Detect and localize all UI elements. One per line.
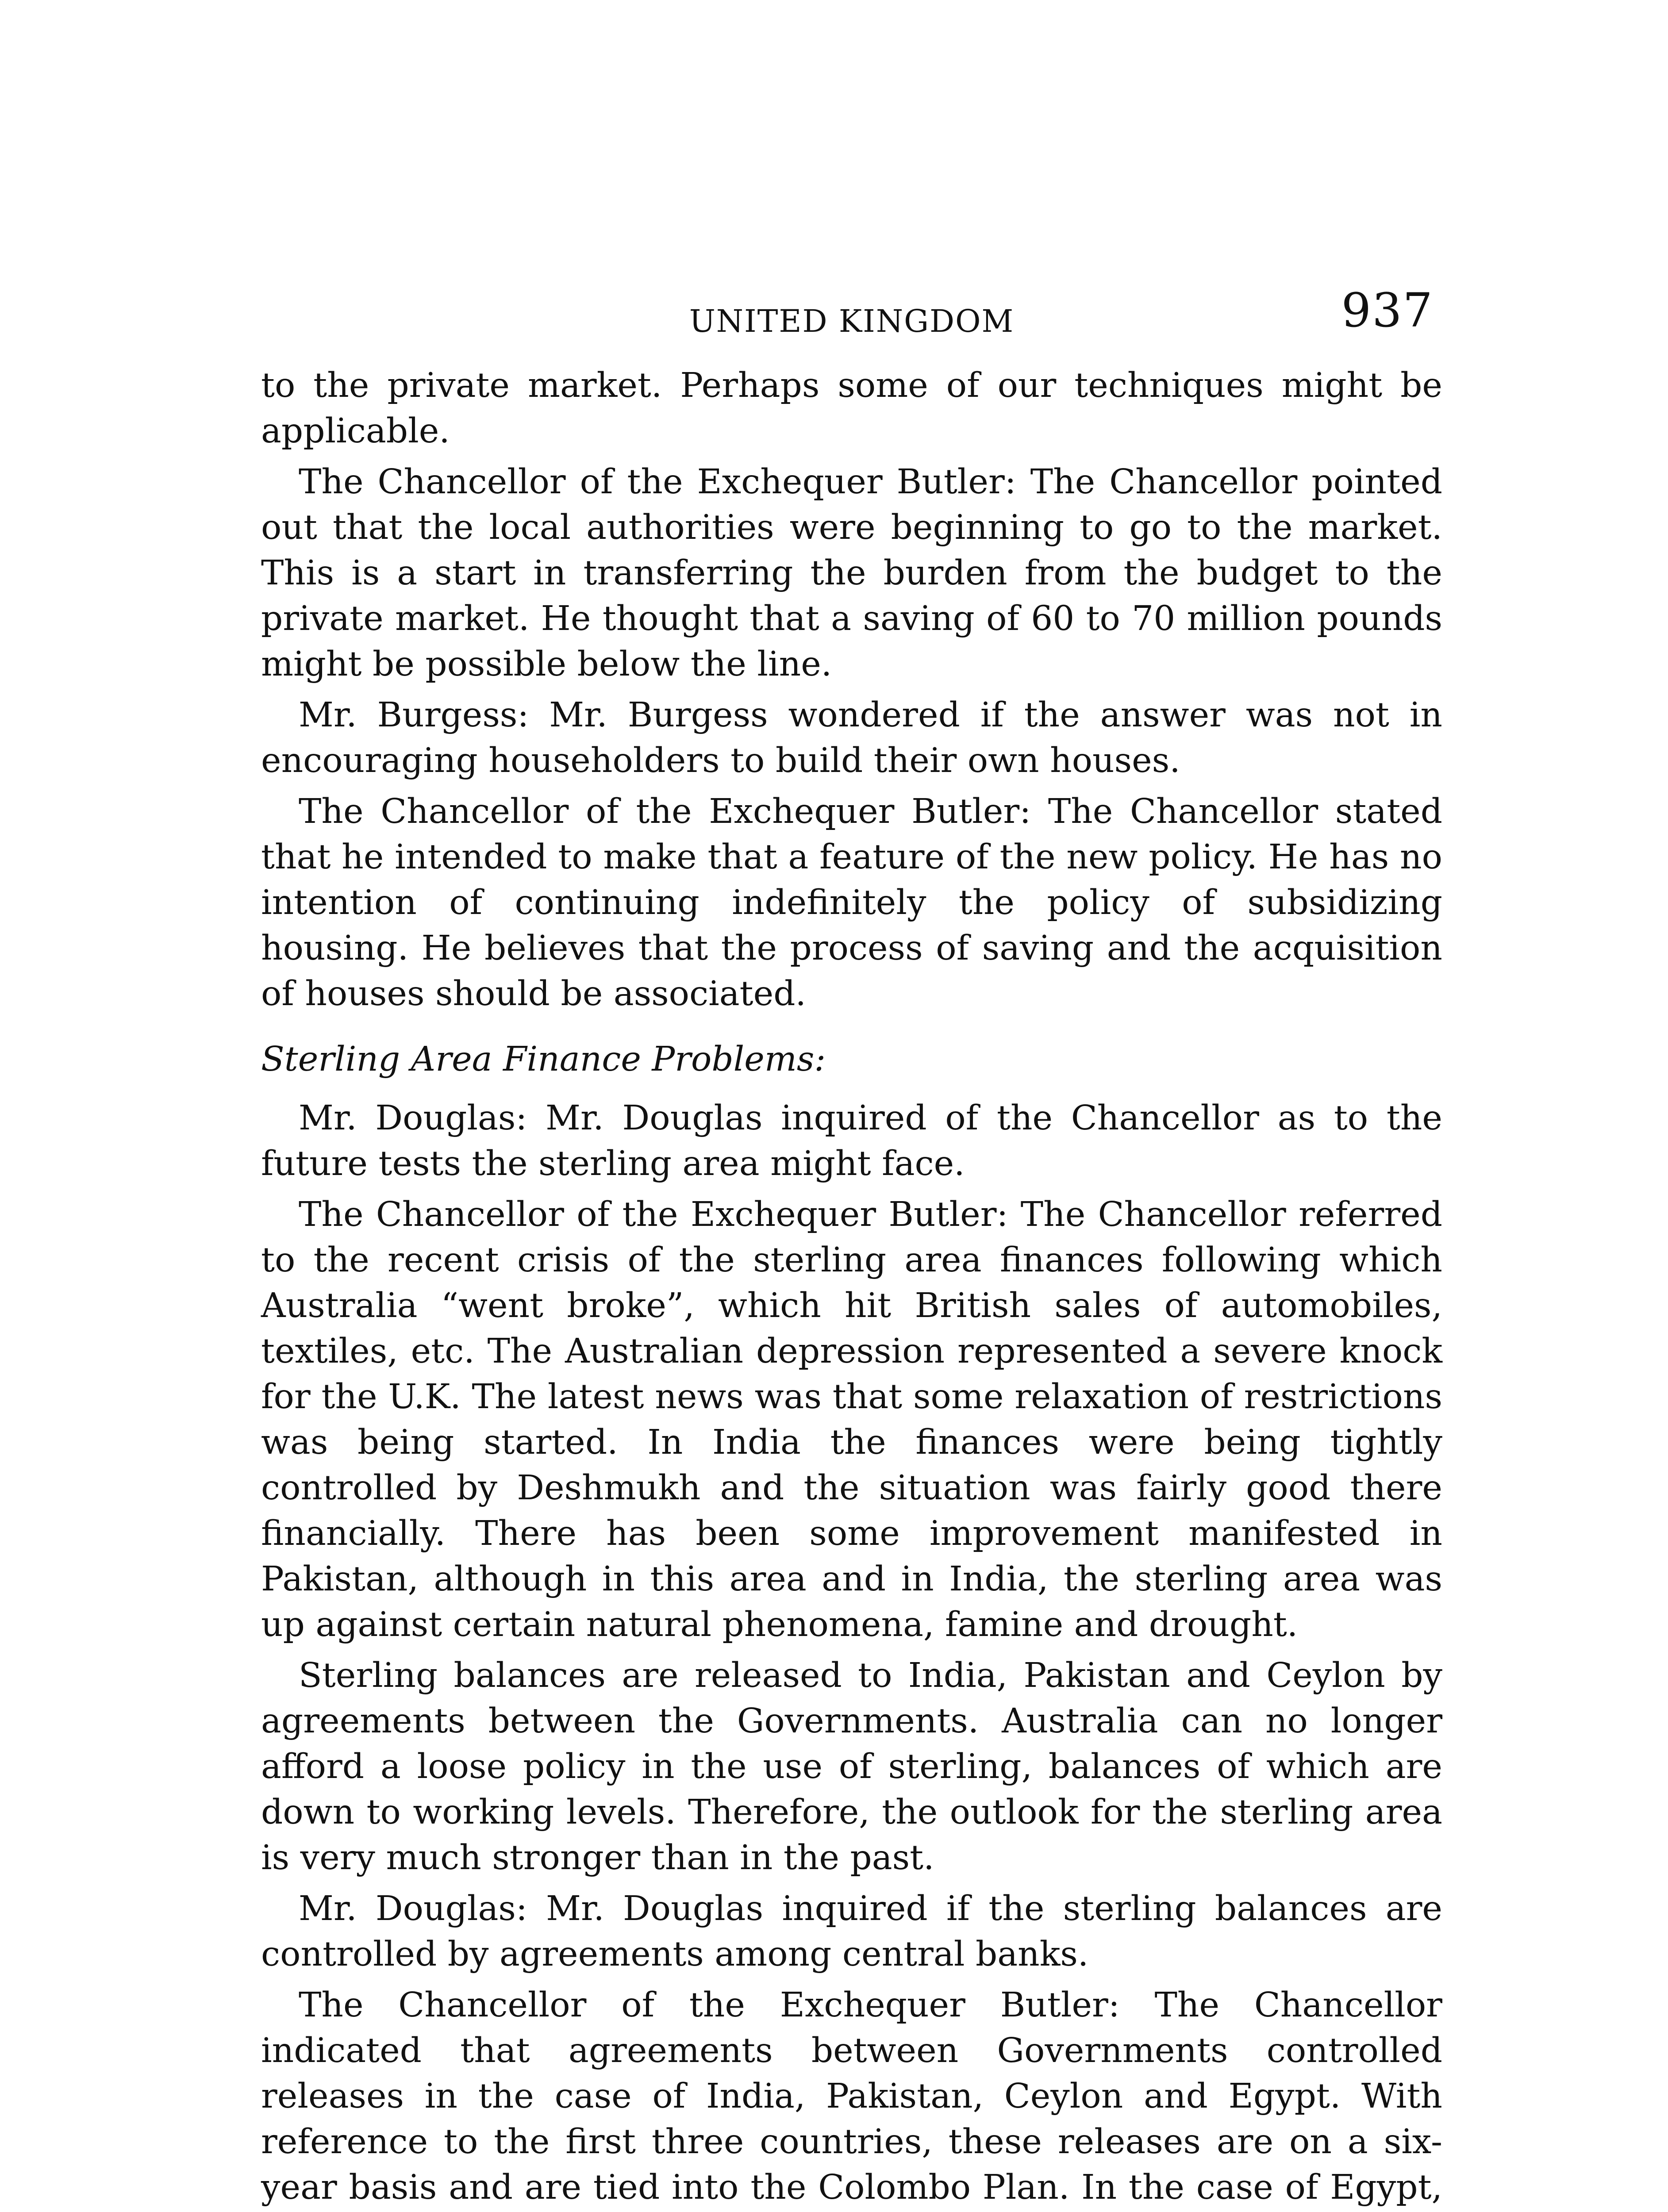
running-title: UNITED KINGDOM [689,303,1015,339]
body-text [261,363,1442,2212]
paragraph-douglas-central-banks: Mr. Douglas: Mr. Douglas inquired if the sterling balances are controlled by agreements among central banks. [261,1889,1442,1974]
paragraph-chancellor-sterling-crisis: The Chancellor of the Exchequer Butler: The Chancellor referred to the recent crisis of the sterling area finances following which Australia “went broke”, which hit British sales of automobiles, textiles, etc. The Australian depression represented a severe knock for the U.K. The latest news was that some relaxation of restrictions was being started. In India the finances were being tightly controlled by Deshmukh and the situation was fairly good there financially. There has been some improvement manifested in Pakistan, although in this area and in India, the sterling area was up against certain natural phenomena, famine and drought. [261,1195,1442,1644]
paragraph-chancellor-housing-policy: The Chancellor of the Exchequer Butler: The Chancellor stated that he intended to make that a feature of the new policy. He has no intention of continuing indefinitely the policy of subsidizing housing. He believes that the process of saving and the acquisition of houses should be associated. [261,792,1442,1014]
paragraph-chancellor-local-authorities: The Chancellor of the Exchequer Butler: The Chancellor pointed out that the local authorities were beginning to go to the market. This is a start in transferring the burden from the budget to the private market. He thought that a saving of 60 to 70 million pounds might be possible below the line. [261,462,1442,684]
paragraph-continuation: to the private market. Perhaps some of our techniques might be applicable. [261,366,1442,451]
paragraph-chancellor-releases: The Chancellor of the Exchequer Butler: The Chancellor indicated that agreements between Governments controlled releases in the case of India, Pakistan, Ceylon and Egypt. With reference to the first three countries, these releases are on a six-year basis and are tied into the Colombo Plan. In the case of Egypt, [261,1985,1442,2207]
page-number: 937 [1341,283,1434,338]
running-header [261,283,1442,345]
paragraph-sterling-balances: Sterling balances are released to India, Pakistan and Ceylon by agreements between the Governments. Australia can no longer afford a loose policy in the use of sterling, balances of which are down to working levels. Therefore, the outlook for the sterling area is very much stronger than in the past. [261,1656,1442,1878]
paragraph-burgess-householders: Mr. Burgess: Mr. Burgess wondered if the answer was not in encouraging householders to build their own houses. [261,695,1442,780]
section-heading-sterling-area: Sterling Area Finance Problems: [261,1040,826,1079]
paragraph-douglas-sterling-tests: Mr. Douglas: Mr. Douglas inquired of the Chancellor as to the future tests the sterling area might face. [261,1098,1442,1183]
